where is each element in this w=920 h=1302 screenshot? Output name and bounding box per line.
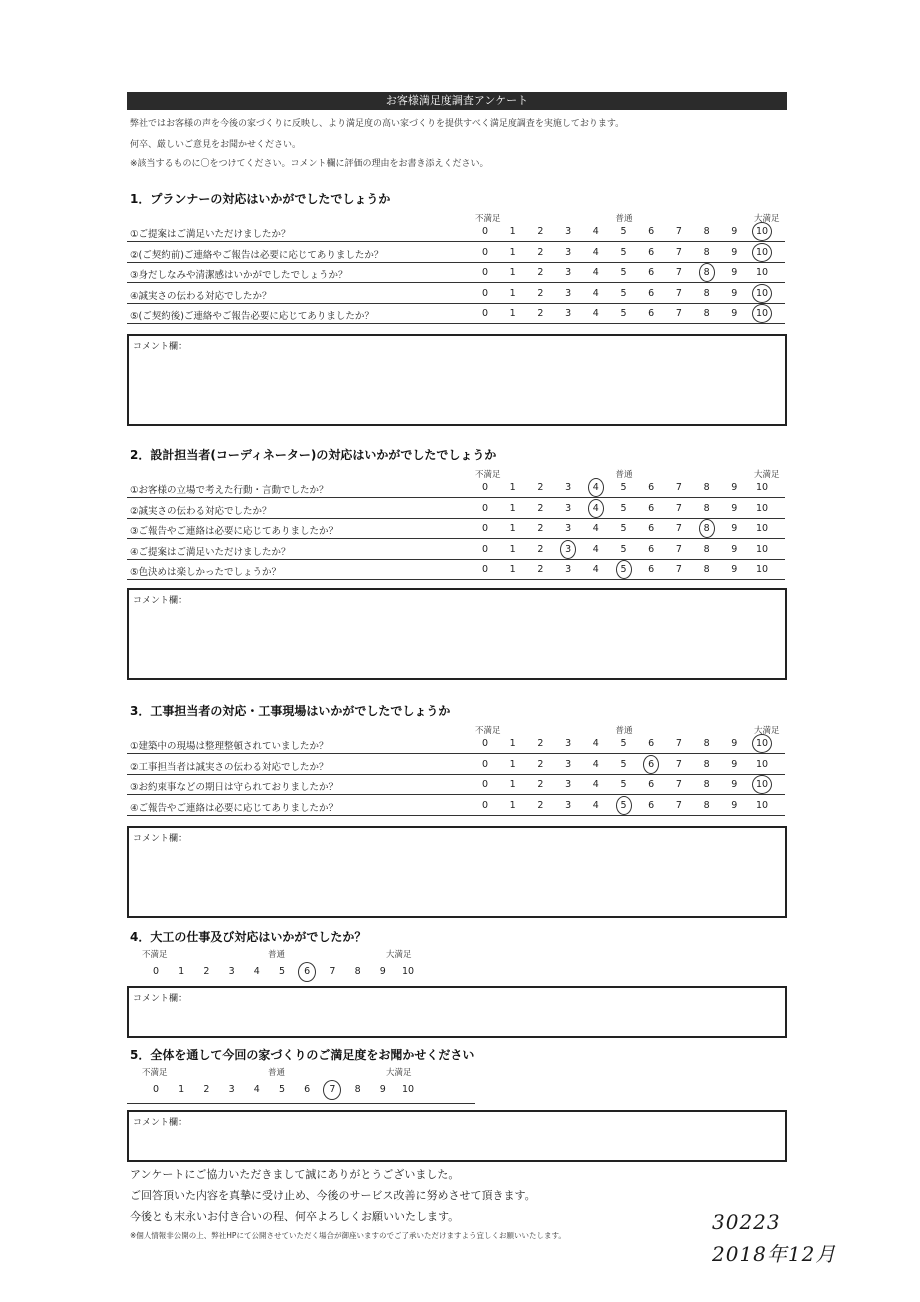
section-title: 1．プランナーの対応はいかがでしたでしょうか — [130, 192, 391, 206]
intro-line-2: 何卒、厳しいご意見をお聞かせください。 — [130, 140, 302, 150]
scale-option[interactable]: 10 — [755, 267, 769, 279]
comment-label: コメント欄： — [133, 834, 188, 844]
answer-circle — [616, 560, 632, 579]
scale-low-label: 不満足 — [475, 726, 501, 736]
scale-option[interactable]: 0 — [481, 523, 489, 535]
answer-circle — [699, 519, 715, 538]
scale-option[interactable]: 8 — [703, 246, 710, 258]
scale-option[interactable]: 4 — [592, 502, 599, 514]
scale-option[interactable]: 7 — [675, 523, 682, 535]
comment-label: コメント欄： — [133, 994, 188, 1004]
answer-circle — [752, 284, 772, 303]
scale-mid-label: 普通 — [615, 214, 633, 224]
scale-low-label: 不満足 — [142, 950, 168, 960]
scale-option[interactable]: 3 — [565, 287, 572, 299]
comment-label: コメント欄： — [133, 596, 188, 606]
scale-option[interactable]: 3 — [565, 502, 572, 514]
scale-option[interactable]: 5 — [278, 966, 286, 977]
answer-circle — [752, 304, 772, 323]
scale-option[interactable]: 7 — [675, 738, 682, 749]
scale-option[interactable]: 5 — [620, 523, 627, 535]
scale-option[interactable]: 5 — [620, 267, 627, 279]
scale-option[interactable]: 7 — [675, 246, 682, 258]
scale-option[interactable]: 4 — [592, 758, 599, 770]
scale-option[interactable]: 6 — [648, 502, 655, 514]
scale-option[interactable]: 5 — [620, 758, 627, 770]
scale-option[interactable]: 7 — [675, 308, 682, 320]
closing-line-3: 今後とも末永いお付き合いの程、何卒よろしくお願いいたします。 — [130, 1210, 460, 1223]
scale-option[interactable]: 9 — [731, 287, 738, 299]
scale-option[interactable]: 4 — [592, 308, 599, 320]
scale-option[interactable]: 8 — [703, 799, 710, 811]
scale-option[interactable]: 2 — [537, 779, 544, 791]
scale-option[interactable]: 7 — [675, 502, 682, 514]
scale-option[interactable]: 10 — [401, 966, 415, 977]
scale-option[interactable]: 9 — [731, 564, 738, 576]
scale-option[interactable]: 1 — [178, 966, 185, 977]
scale-option[interactable]: 2 — [537, 564, 544, 576]
scale-option[interactable]: 10 — [755, 564, 769, 576]
scale-option[interactable]: 4 — [592, 482, 599, 493]
section-title: 5．全体を通して今回の家づくりのご満足度をお聞かせください — [130, 1048, 475, 1062]
handwritten-id: 30223 — [712, 1210, 781, 1234]
scale-option[interactable]: 2 — [203, 1084, 210, 1095]
scale-option[interactable]: 10 — [755, 246, 769, 258]
scale-option[interactable]: 3 — [565, 267, 572, 279]
scale-option[interactable]: 6 — [648, 523, 655, 535]
scale-option[interactable]: 1 — [509, 308, 516, 320]
scale-option[interactable]: 5 — [620, 482, 627, 493]
answer-circle — [323, 1080, 341, 1100]
scale-option[interactable]: 8 — [703, 564, 710, 576]
scale-option[interactable]: 0 — [481, 226, 489, 237]
scale-option[interactable]: 7 — [329, 966, 336, 977]
scale-option[interactable]: 2 — [537, 523, 544, 535]
scale-option[interactable]: 9 — [731, 523, 738, 535]
answer-circle — [699, 263, 715, 282]
scale-option[interactable]: 0 — [481, 267, 489, 279]
row-divider — [127, 559, 785, 560]
scale-option[interactable]: 4 — [592, 779, 599, 791]
scale-option[interactable]: 8 — [703, 738, 710, 749]
scale-mid-label: 普通 — [615, 470, 633, 480]
comment-box[interactable] — [127, 334, 787, 426]
scale-mid-label: 普通 — [268, 1068, 286, 1078]
scale-option[interactable]: 1 — [509, 482, 516, 493]
question-text: ②(ご契約前)ご連絡やご報告は必要に応じてありましたか？ — [130, 249, 384, 261]
scale-option[interactable]: 7 — [675, 482, 682, 493]
scale-option[interactable]: 8 — [354, 1084, 361, 1095]
scale-option[interactable]: 1 — [509, 523, 516, 535]
scale-option[interactable]: 8 — [703, 543, 710, 555]
answer-circle — [560, 540, 576, 559]
scale-high-label: 大満足 — [386, 950, 412, 960]
scale-option[interactable]: 4 — [592, 543, 599, 555]
scale-option[interactable]: 0 — [481, 738, 489, 749]
scale-option[interactable]: 6 — [648, 482, 655, 493]
row-divider — [127, 579, 785, 580]
intro-line-3: ※該当するものに〇をつけてください。コメント欄に評価の理由をお書き添えください。 — [130, 159, 489, 169]
scale-option[interactable]: 3 — [565, 758, 572, 770]
scale-option[interactable]: 9 — [379, 966, 386, 977]
scale-option[interactable]: 3 — [565, 482, 572, 493]
scale-option[interactable]: 5 — [620, 543, 627, 555]
scale-option[interactable]: 7 — [675, 267, 682, 279]
question-text: ①建築中の現場は整理整頓されていましたか？ — [130, 741, 329, 752]
scale-option[interactable]: 1 — [509, 738, 516, 749]
scale-option[interactable]: 3 — [565, 799, 572, 811]
scale-option[interactable]: 7 — [675, 758, 682, 770]
scale-option[interactable]: 4 — [253, 1084, 260, 1095]
question-text: ⑤(ご契約後)ご連絡やご報告必要に応じてありましたか？ — [130, 311, 374, 323]
scale-option[interactable]: 6 — [648, 738, 655, 749]
scale-option[interactable]: 1 — [509, 246, 516, 258]
scale-option[interactable]: 3 — [228, 1084, 235, 1095]
closing-line-1: アンケートにご協力いただきまして誠にありがとうございました。 — [130, 1168, 460, 1181]
scale-option[interactable]: 5 — [620, 308, 627, 320]
scale-option[interactable]: 5 — [620, 564, 627, 576]
scale-option[interactable]: 2 — [537, 287, 544, 299]
question-text: ②工事担当者は誠実さの伝わる対応でしたか？ — [130, 761, 329, 773]
comment-box[interactable] — [127, 826, 787, 918]
comment-box[interactable] — [127, 588, 787, 680]
scale-option[interactable]: 9 — [731, 758, 738, 770]
scale-option[interactable]: 3 — [565, 246, 572, 258]
scale-option[interactable]: 10 — [755, 543, 769, 555]
scale-option[interactable]: 6 — [304, 1084, 311, 1095]
scale-option[interactable]: 5 — [620, 246, 627, 258]
row-divider — [127, 518, 785, 519]
scale-option[interactable]: 7 — [675, 564, 682, 576]
row-divider — [127, 1103, 475, 1104]
scale-option[interactable]: 1 — [509, 543, 516, 555]
scale-option[interactable]: 4 — [592, 799, 599, 811]
row-divider — [127, 241, 785, 242]
scale-option[interactable]: 0 — [481, 543, 489, 555]
comment-box[interactable] — [127, 986, 787, 1038]
row-divider — [127, 323, 785, 324]
scale-option[interactable]: 3 — [565, 308, 572, 320]
scale-option[interactable]: 8 — [703, 758, 710, 770]
row-divider — [127, 262, 785, 263]
closing-line-2: ご回答頂いた内容を真摯に受け止め、今後のサービス改善に努めさせて頂きます。 — [130, 1189, 536, 1202]
scale-option[interactable]: 8 — [703, 482, 710, 493]
scale-option[interactable]: 2 — [537, 799, 544, 811]
scale-option[interactable]: 0 — [481, 287, 489, 299]
section-title: 4．大工の仕事及び対応はいかがでしたか？ — [130, 930, 367, 944]
scale-option[interactable]: 9 — [731, 226, 738, 237]
scale-option[interactable]: 0 — [481, 482, 489, 493]
scale-option[interactable]: 4 — [592, 738, 599, 749]
scale-option[interactable]: 4 — [592, 226, 599, 237]
scale-option[interactable]: 8 — [703, 308, 710, 320]
scale-option[interactable]: 8 — [354, 966, 361, 977]
scale-option[interactable]: 9 — [731, 799, 738, 811]
scale-option[interactable]: 7 — [675, 543, 682, 555]
question-text: ③お約束事などの期日は守られておりましたか？ — [130, 782, 339, 794]
scale-option[interactable]: 10 — [755, 779, 769, 791]
row-divider — [127, 815, 785, 816]
scale-option[interactable]: 1 — [178, 1084, 185, 1095]
scale-low-label: 不満足 — [475, 214, 501, 224]
scale-option[interactable]: 2 — [537, 543, 544, 555]
scale-option[interactable]: 4 — [592, 267, 599, 279]
scale-option[interactable]: 6 — [648, 799, 655, 811]
scale-option[interactable]: 10 — [755, 482, 769, 493]
scale-high-label: 大満足 — [754, 726, 780, 736]
scale-option[interactable]: 7 — [329, 1084, 336, 1095]
scale-mid-label: 普通 — [615, 726, 633, 736]
scale-option[interactable]: 0 — [481, 564, 489, 576]
scale-high-label: 大満足 — [386, 1068, 412, 1078]
scale-option[interactable]: 6 — [648, 543, 655, 555]
scale-option[interactable]: 0 — [481, 758, 489, 770]
scale-option[interactable]: 1 — [509, 564, 516, 576]
scale-option[interactable]: 10 — [755, 758, 769, 770]
privacy-note: ※個人情報非公開の上、弊社HPにて公開させていただく場合が御座いますのでご了承いただけますよう宜しくお願いいたします。 — [130, 1231, 566, 1240]
question-text: ④ご報告やご連絡は必要に応じてありましたか？ — [130, 802, 339, 814]
row-divider — [127, 303, 785, 304]
scale-option[interactable]: 4 — [592, 246, 599, 258]
scale-option[interactable]: 2 — [537, 308, 544, 320]
scale-option[interactable]: 2 — [537, 482, 544, 493]
scale-option[interactable]: 1 — [509, 226, 516, 237]
scale-option[interactable]: 5 — [620, 738, 627, 749]
answer-circle — [588, 499, 604, 518]
scale-option[interactable]: 0 — [481, 308, 489, 320]
scale-option[interactable]: 5 — [620, 287, 627, 299]
scale-option[interactable]: 1 — [509, 779, 516, 791]
scale-option[interactable]: 8 — [703, 502, 710, 514]
scale-option[interactable]: 3 — [565, 523, 572, 535]
scale-option[interactable]: 8 — [703, 267, 710, 279]
scale-option[interactable]: 9 — [731, 246, 738, 258]
row-divider — [127, 794, 785, 795]
scale-option[interactable]: 8 — [703, 287, 710, 299]
scale-option[interactable]: 6 — [648, 758, 655, 770]
scale-option[interactable]: 1 — [509, 799, 516, 811]
scale-option[interactable]: 7 — [675, 226, 682, 237]
scale-option[interactable]: 0 — [481, 799, 489, 811]
scale-option[interactable]: 3 — [565, 543, 572, 555]
answer-circle — [752, 243, 772, 262]
scale-option[interactable]: 3 — [565, 564, 572, 576]
scale-option[interactable]: 1 — [509, 267, 516, 279]
scale-low-label: 不満足 — [142, 1068, 168, 1078]
scale-option[interactable]: 9 — [731, 267, 738, 279]
scale-option[interactable]: 3 — [565, 226, 572, 237]
scale-option[interactable]: 9 — [731, 308, 738, 320]
scale-option[interactable]: 6 — [648, 287, 655, 299]
scale-option[interactable]: 1 — [509, 758, 516, 770]
scale-option[interactable]: 0 — [481, 779, 489, 791]
scale-option[interactable]: 6 — [648, 308, 655, 320]
scale-option[interactable]: 4 — [253, 966, 260, 977]
scale-low-label: 不満足 — [475, 470, 501, 480]
scale-option[interactable]: 10 — [755, 502, 769, 514]
comment-label: コメント欄： — [133, 1118, 188, 1128]
scale-option[interactable]: 1 — [509, 502, 516, 514]
scale-option[interactable]: 5 — [620, 779, 627, 791]
scale-option[interactable]: 9 — [731, 779, 738, 791]
scale-option[interactable]: 2 — [203, 966, 210, 977]
scale-option[interactable]: 10 — [755, 738, 769, 749]
scale-option[interactable]: 6 — [648, 246, 655, 258]
row-divider — [127, 282, 785, 283]
scale-option[interactable]: 2 — [537, 226, 544, 237]
scale-option[interactable]: 6 — [304, 966, 311, 977]
answer-circle — [752, 222, 772, 241]
answer-circle — [643, 755, 659, 774]
scale-option[interactable]: 2 — [537, 246, 544, 258]
scale-option[interactable]: 6 — [648, 564, 655, 576]
question-text: ⑤色決めは楽しかったでしょうか？ — [130, 567, 282, 579]
scale-option[interactable]: 0 — [481, 502, 489, 514]
scale-option[interactable]: 9 — [379, 1084, 386, 1095]
scale-option[interactable]: 4 — [592, 564, 599, 576]
scale-high-label: 大満足 — [754, 470, 780, 480]
scale-option[interactable]: 7 — [675, 799, 682, 811]
answer-circle — [588, 478, 604, 497]
handwritten-date: 2018年12月 — [712, 1242, 837, 1266]
scale-high-label: 大満足 — [754, 214, 780, 224]
scale-option[interactable]: 4 — [592, 523, 599, 535]
question-text: ①お客様の立場で考えた行動・言動でしたか？ — [130, 485, 329, 496]
scale-option[interactable]: 3 — [228, 966, 235, 977]
question-text: ①ご提案はご満足いただけましたか？ — [130, 229, 291, 240]
scale-option[interactable]: 6 — [648, 779, 655, 791]
scale-option[interactable]: 2 — [537, 758, 544, 770]
scale-option[interactable]: 3 — [565, 779, 572, 791]
scale-option[interactable]: 2 — [537, 738, 544, 749]
scale-option[interactable]: 0 — [152, 1084, 160, 1095]
survey-title: お客様満足度調査アンケート — [127, 92, 787, 110]
question-text: ④誠実さの伝わる対応でしたか？ — [130, 290, 272, 302]
answer-circle — [298, 962, 316, 982]
row-divider — [127, 538, 785, 539]
question-text: ③ご報告やご連絡は必要に応じてありましたか？ — [130, 526, 339, 538]
scale-option[interactable]: 1 — [509, 287, 516, 299]
row-divider — [127, 774, 785, 775]
scale-option[interactable]: 8 — [703, 779, 710, 791]
scale-option[interactable]: 5 — [620, 799, 627, 811]
answer-circle — [752, 734, 772, 753]
scale-option[interactable]: 2 — [537, 502, 544, 514]
scale-option[interactable]: 10 — [755, 799, 769, 811]
scale-option[interactable]: 6 — [648, 226, 655, 237]
scale-option[interactable]: 5 — [278, 1084, 286, 1095]
scale-option[interactable]: 10 — [755, 226, 769, 237]
scale-option[interactable]: 7 — [675, 779, 682, 791]
scale-option[interactable]: 6 — [648, 267, 655, 279]
answer-circle — [616, 796, 632, 815]
comment-box[interactable] — [127, 1110, 787, 1162]
scale-option[interactable]: 2 — [537, 267, 544, 279]
scale-option[interactable]: 10 — [755, 308, 769, 320]
scale-option[interactable]: 9 — [731, 502, 738, 514]
question-text: ②誠実さの伝わる対応でしたか？ — [130, 505, 272, 517]
scale-option[interactable]: 8 — [703, 523, 710, 535]
scale-option[interactable]: 3 — [565, 738, 572, 749]
scale-mid-label: 普通 — [268, 950, 286, 960]
scale-option[interactable]: 5 — [620, 502, 627, 514]
section-title: 3．工事担当者の対応・工事現場はいかがでしたでしょうか — [130, 704, 451, 718]
scale-option[interactable]: 7 — [675, 287, 682, 299]
question-text: ③身だしなみや清潔感はいかがでしたでしょうか？ — [130, 270, 348, 282]
scale-option[interactable]: 9 — [731, 482, 738, 493]
scale-option[interactable]: 8 — [703, 226, 710, 237]
scale-option[interactable]: 9 — [731, 543, 738, 555]
section-title: 2．設計担当者(コーディネーター)の対応はいかがでしたでしょうか — [130, 448, 497, 462]
answer-circle — [752, 775, 772, 794]
question-text: ④ご提案はご満足いただけましたか？ — [130, 546, 291, 558]
scale-option[interactable]: 4 — [592, 287, 599, 299]
scale-option[interactable]: 10 — [755, 523, 769, 535]
scale-option[interactable]: 10 — [755, 287, 769, 299]
scale-option[interactable]: 5 — [620, 226, 627, 237]
row-divider — [127, 497, 785, 498]
comment-label: コメント欄： — [133, 342, 188, 352]
scale-option[interactable]: 0 — [152, 966, 160, 977]
row-divider — [127, 753, 785, 754]
scale-option[interactable]: 9 — [731, 738, 738, 749]
scale-option[interactable]: 0 — [481, 246, 489, 258]
scale-option[interactable]: 10 — [401, 1084, 415, 1095]
intro-line-1: 弊社ではお客様の声を今後の家づくりに反映し、より満足度の高い家づくりを提供すべく満足度調査を実施しております。 — [130, 119, 625, 129]
